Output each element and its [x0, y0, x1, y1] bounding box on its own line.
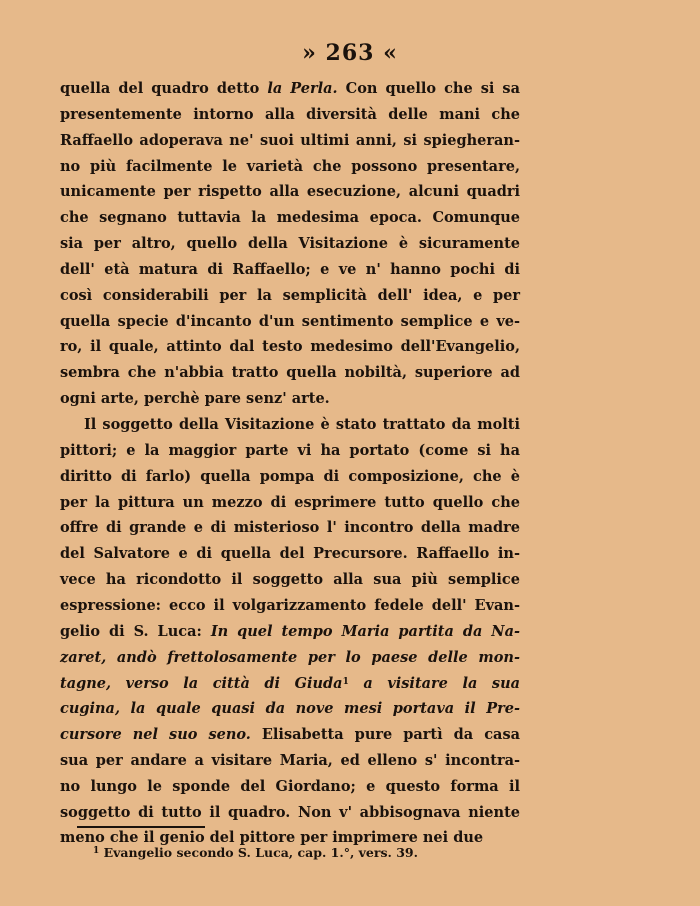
footnote-rule	[77, 826, 205, 828]
text-line	[60, 800, 520, 826]
text-segment: ogni arte, perchè pare senz' arte.	[60, 390, 330, 408]
text-segment: sia per altro, quello della Visitazione è sicuramente	[60, 235, 520, 253]
text-line	[60, 179, 520, 205]
text-line	[60, 309, 520, 335]
italic-segment: la Perla.	[267, 80, 338, 97]
text-segment: per la pittura un mezzo di esprimere tutto quello che	[60, 493, 520, 511]
text-segment: meno che il genio del pittore per imprimere nei due	[60, 829, 484, 847]
text-line	[60, 360, 520, 386]
body-text	[60, 76, 520, 851]
text-segment: del Salvatore e di quella del Precursore. Raffaello in-	[60, 545, 520, 563]
page-number: » 263 «	[302, 40, 398, 66]
italic-segment: a visitare la sua	[348, 675, 521, 693]
text-line	[60, 670, 520, 696]
text-segment: così considerabili per la semplicità dell' idea, e per	[60, 286, 520, 304]
text-segment: espressione: ecco il volgarizzamento fedele dell' Evan-	[60, 596, 520, 614]
italic-segment: zaret, andò frettolosamente per lo paese delle mon-	[60, 648, 520, 666]
text-segment: diritto di farlo) quella pompa di composizione, che è	[60, 467, 520, 485]
text-segment: quella del quadro detto	[60, 80, 268, 97]
italic-segment: In quel tempo Maria partita da Na-	[210, 622, 520, 640]
text-line	[60, 412, 520, 438]
text-line	[60, 154, 520, 180]
footnote-marker: 1	[93, 846, 100, 856]
text-segment: Elisabetta pure partì da casa	[250, 726, 521, 744]
text-line	[60, 696, 520, 722]
text-segment: unicamente per rispetto alla esecuzione, alcuni quadri	[60, 183, 520, 201]
text-segment: sua per andare a visitare Maria, ed elleno s' incontra-	[60, 751, 520, 769]
footnote-text: Evangelio secondo S. Luca, cap. 1.°, vers. 39.	[99, 845, 418, 860]
text-line	[60, 102, 520, 128]
text-line	[60, 128, 520, 154]
text-line	[60, 205, 520, 231]
text-segment: ro, il quale, attinto dal testo medesimo dell'Evangelio,	[60, 338, 520, 356]
text-line	[60, 464, 520, 490]
text-line	[60, 231, 520, 257]
text-segment: Con quello che si sa	[337, 80, 520, 97]
text-segment: gelio di S. Luca:	[60, 622, 211, 640]
text-segment: Raffaello adoperava ne' suoi ultimi anni, si spiegheran-	[60, 131, 520, 149]
text-line	[60, 619, 520, 645]
footnote-reference: 1	[342, 677, 349, 688]
text-line	[60, 748, 520, 774]
text-segment: vece ha ricondotto il soggetto alla sua più semplice	[60, 571, 520, 589]
text-segment: offre di grande e di misterioso l' incontro della madre	[60, 519, 520, 537]
text-line	[60, 567, 520, 593]
text-line	[60, 722, 520, 748]
text-segment: pittori; e la maggior parte vi ha portato (come si ha	[60, 441, 520, 459]
text-line	[60, 515, 520, 541]
footnote	[93, 845, 418, 860]
text-segment: sembra che n'abbia tratto quella nobiltà, superiore ad	[60, 364, 520, 382]
text-line	[60, 386, 520, 412]
text-segment: presentemente intorno alla diversità delle mani che	[60, 105, 520, 123]
text-line	[60, 438, 520, 464]
text-line	[60, 774, 520, 800]
text-line	[60, 283, 520, 309]
italic-segment: cursore nel suo seno.	[60, 726, 251, 744]
text-line	[60, 334, 520, 360]
text-line	[60, 490, 520, 516]
text-segment: quella specie d'incanto d'un sentimento semplice e ve-	[60, 312, 520, 330]
text-segment: soggetto di tutto il quadro. Non v' abbisognava niente	[60, 803, 520, 821]
italic-segment: cugina, la quale quasi da nove mesi portava il Pre-	[60, 700, 520, 718]
text-line	[60, 541, 520, 567]
text-line	[60, 645, 520, 671]
text-segment: dell' età matura di Raffaello; e ve n' hanno pochi di	[60, 260, 520, 278]
text-segment: Il soggetto della Visitazione è stato trattato da molti	[84, 415, 520, 433]
italic-segment: tagne, verso la città di Giuda	[60, 675, 343, 693]
text-segment: no lungo le sponde del Giordano; e questo forma il	[60, 777, 520, 795]
text-segment: no più facilmente le varietà che possono presentare,	[60, 157, 520, 175]
text-segment: che segnano tuttavia la medesima epoca. Comunque	[60, 209, 520, 227]
text-line	[60, 593, 520, 619]
text-line	[60, 76, 520, 102]
text-line	[60, 257, 520, 283]
